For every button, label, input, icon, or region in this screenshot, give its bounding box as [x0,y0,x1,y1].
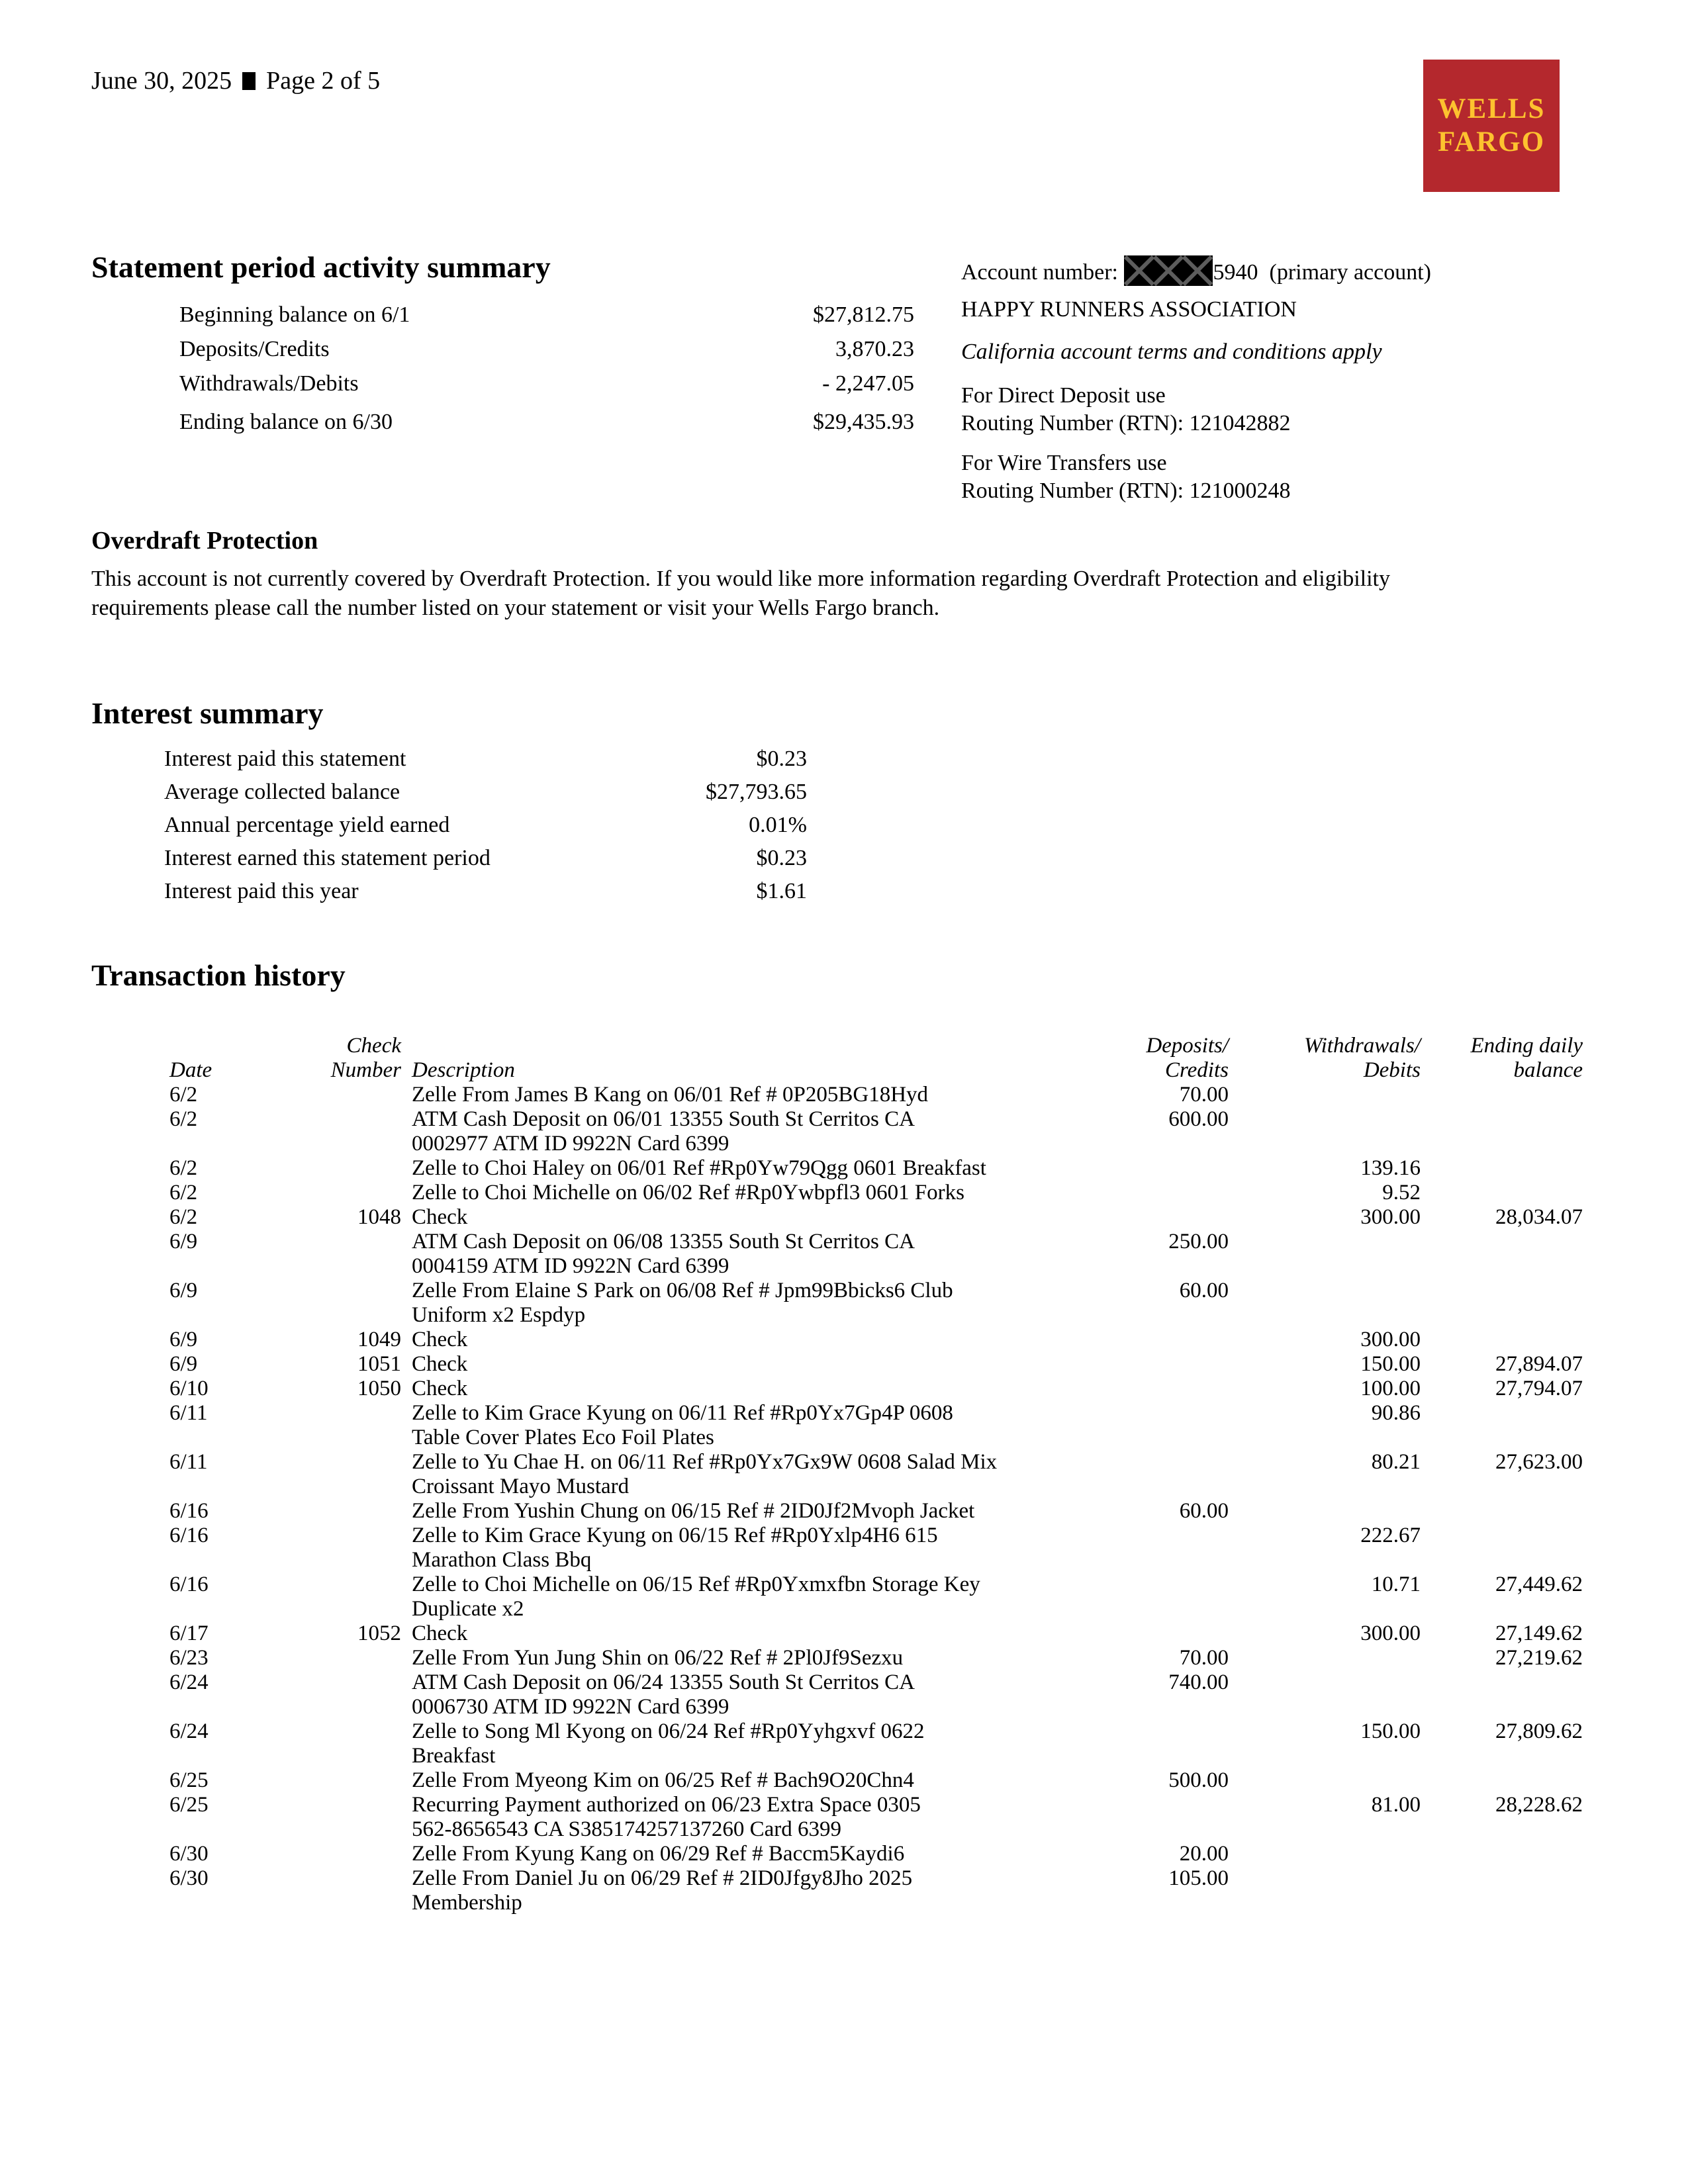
txn-withdrawal [1229,1499,1421,1524]
logo-line-2: FARGO [1437,126,1546,158]
txn-check-number: 1052 [357,1621,401,1645]
txn-date: 6/25 [169,1768,209,1792]
txn-check-number [249,1107,401,1156]
txn-date: 6/10 [169,1377,209,1400]
txn-balance [1421,1768,1583,1793]
txn-description [401,1107,1030,1156]
interest-value: $0.23 [756,747,807,771]
txn-description-line2: 0002977 ATM ID 9922N Card 6399 [412,1132,729,1156]
txn-balance [1421,1670,1583,1719]
txn-description-line2: 562-8656543 CA S385174257137260 Card 6399 [412,1817,842,1841]
table-row [169,1499,1614,1524]
page-indicator: Page 2 of 5 [266,67,381,95]
txn-balance: 27,149.62 [1495,1621,1583,1645]
txn-description-line2: Marathon Class Bbq [412,1548,592,1572]
wire-heading: For Wire Transfers use [961,451,1167,475]
txn-description-line1: Check [412,1377,468,1400]
interest-value: $1.61 [756,879,807,903]
summary-label: Withdrawals/Debits [179,371,359,396]
summary-value: $29,435.93 [813,410,914,434]
txn-balance [1421,1107,1583,1156]
txn-date: 6/2 [169,1181,198,1205]
txn-withdrawal [1229,1670,1421,1719]
interest-value: $27,793.65 [706,780,807,804]
txn-check-number [249,1156,401,1181]
txn-description [401,1279,1030,1328]
txn-deposit: 20.00 [1179,1842,1229,1866]
txn-withdrawal [1229,1646,1421,1670]
txn-deposit [1030,1572,1229,1621]
interest-row [164,842,932,875]
square-separator-icon [242,72,256,90]
txn-description [401,1156,1030,1181]
table-row [169,1328,1614,1352]
txn-withdrawal: 9.52 [1382,1181,1421,1205]
table-row [169,1156,1614,1181]
txn-deposit [1030,1205,1229,1230]
transaction-table-header-row1 [169,1034,1614,1058]
interest-row [164,875,932,908]
interest-row [164,776,932,809]
interest-summary-table [164,743,932,908]
summary-value: $27,812.75 [813,302,914,327]
txn-description-line1: Recurring Payment authorized on 06/23 Extra Space 0305 [412,1793,921,1817]
logo-line-1: WELLS [1437,93,1546,124]
txn-date: 6/30 [169,1842,209,1866]
txn-withdrawal: 90.86 [1371,1401,1421,1425]
txn-check-number [249,1181,401,1205]
txn-balance: 27,623.00 [1495,1450,1583,1474]
statement-date: June 30, 2025 [91,67,232,95]
activity-summary-table [179,298,932,439]
txn-date: 6/2 [169,1083,198,1107]
txn-description [401,1328,1030,1352]
txn-deposit [1030,1793,1229,1842]
summary-value: - 2,247.05 [822,371,914,396]
txn-description-line2: 0004159 ATM ID 9922N Card 6399 [412,1254,729,1278]
account-number-line [961,255,1643,287]
summary-row [179,367,932,401]
txn-description [401,1670,1030,1719]
txn-balance: 27,449.62 [1495,1572,1583,1596]
transaction-history-title: Transaction history [91,958,346,992]
txn-description [401,1377,1030,1401]
txn-check-number [249,1401,401,1450]
txn-withdrawal [1229,1107,1421,1156]
txn-date: 6/16 [169,1572,209,1596]
txn-description [401,1866,1030,1915]
txn-description [401,1524,1030,1572]
txn-description [401,1646,1030,1670]
table-row [169,1524,1614,1572]
txn-withdrawal [1229,1768,1421,1793]
summary-label: Deposits/Credits [179,337,330,361]
header-number: Number [330,1058,401,1082]
interest-label: Interest paid this year [164,879,359,903]
txn-description-line1: Zelle From Elaine S Park on 06/08 Ref # Jpm99Bbicks6 Club [412,1279,953,1302]
table-row [169,1450,1614,1499]
txn-check-number: 1050 [357,1377,401,1400]
txn-description-line1: Zelle to Kim Grace Kyung on 06/15 Ref #Rp0Yxlp4H6 615 [412,1524,938,1547]
txn-balance [1421,1328,1583,1352]
table-row [169,1621,1614,1646]
table-row [169,1083,1614,1107]
table-row [169,1377,1614,1401]
txn-description-line1: Zelle to Kim Grace Kyung on 06/11 Ref #Rp0Yx7Gp4P 0608 [412,1401,953,1425]
overdraft-protection-section [91,526,1438,623]
wire-rtn: Routing Number (RTN): 121000248 [961,478,1291,503]
table-row [169,1401,1614,1450]
txn-description-line2: Breakfast [412,1744,496,1768]
txn-balance [1421,1230,1583,1279]
header-debits: Debits [1363,1058,1421,1082]
page-header [91,66,380,95]
txn-check-number [249,1768,401,1793]
txn-description-line2: 0006730 ATM ID 9922N Card 6399 [412,1695,729,1719]
txn-check-number [249,1279,401,1328]
direct-deposit-info [961,382,1643,437]
txn-check-number [249,1083,401,1107]
interest-row [164,743,932,776]
header-deposits: Deposits/ [1146,1034,1229,1058]
txn-date: 6/9 [169,1328,198,1351]
txn-check-number [249,1719,401,1768]
txn-description-line2: Duplicate x2 [412,1597,524,1621]
txn-check-number [249,1499,401,1524]
txn-description-line1: Check [412,1352,468,1376]
txn-balance: 27,219.62 [1495,1646,1583,1670]
summary-row [179,298,932,332]
txn-description-line1: Check [412,1621,468,1645]
account-terms-note: California account terms and conditions apply [961,340,1382,364]
header-withdrawals: Withdrawals/ [1303,1034,1421,1058]
txn-withdrawal: 300.00 [1360,1621,1421,1645]
txn-balance [1421,1524,1583,1572]
txn-deposit: 250.00 [1168,1230,1229,1253]
txn-description [401,1499,1030,1524]
txn-date: 6/11 [169,1450,208,1474]
txn-balance [1421,1401,1583,1450]
txn-balance [1421,1279,1583,1328]
table-row [169,1279,1614,1328]
txn-deposit [1030,1524,1229,1572]
header-check: Check [346,1034,401,1058]
txn-check-number [249,1646,401,1670]
txn-description [401,1205,1030,1230]
txn-deposit [1030,1401,1229,1450]
transaction-table [169,1034,1614,1915]
overdraft-title: Overdraft Protection [91,527,318,555]
txn-description-line1: ATM Cash Deposit on 06/08 13355 South St Cerritos CA [412,1230,915,1253]
interest-label: Average collected balance [164,780,400,804]
txn-description-line1: Zelle to Choi Michelle on 06/02 Ref #Rp0Ywbpfl3 0601 Forks [412,1181,965,1205]
txn-date: 6/23 [169,1646,209,1670]
txn-description-line1: Zelle to Song Ml Kyong on 06/24 Ref #Rp0Yyhgxvf 0622 [412,1719,925,1743]
table-row [169,1866,1614,1915]
table-row [169,1646,1614,1670]
txn-deposit: 740.00 [1168,1670,1229,1694]
txn-date: 6/9 [169,1230,198,1253]
interest-summary-title: Interest summary [91,696,324,730]
txn-description [401,1083,1030,1107]
txn-deposit [1030,1450,1229,1499]
txn-description [401,1572,1030,1621]
txn-deposit [1030,1621,1229,1646]
txn-description-line2: Membership [412,1891,522,1915]
activity-summary-section [91,250,932,439]
masked-account-number-icon [1124,255,1213,286]
txn-date: 6/16 [169,1499,209,1523]
txn-deposit: 600.00 [1168,1107,1229,1131]
summary-value: 3,870.23 [835,337,914,361]
interest-row [164,809,932,842]
txn-description-line1: Zelle to Choi Michelle on 06/15 Ref #Rp0Yxmxfbn Storage Key [412,1572,980,1596]
header-spacer [401,1034,1030,1058]
txn-balance: 28,034.07 [1495,1205,1583,1229]
txn-withdrawal [1229,1230,1421,1279]
txn-description-line1: Zelle From James B Kang on 06/01 Ref # 0P205BG18Hyd [412,1083,929,1107]
txn-deposit [1030,1377,1229,1401]
txn-withdrawal [1229,1842,1421,1866]
txn-description-line1: Zelle From Yun Jung Shin on 06/22 Ref # 2Pl0Jf9Sezxu [412,1646,904,1670]
txn-balance: 27,794.07 [1495,1377,1583,1400]
txn-description [401,1768,1030,1793]
txn-balance [1421,1499,1583,1524]
txn-withdrawal [1229,1866,1421,1915]
wells-fargo-logo [1423,60,1560,192]
txn-check-number [249,1670,401,1719]
txn-balance: 28,228.62 [1495,1793,1583,1817]
direct-deposit-heading: For Direct Deposit use [961,383,1166,408]
interest-label: Interest paid this statement [164,747,406,771]
txn-deposit [1030,1156,1229,1181]
account-holder-name: HAPPY RUNNERS ASSOCIATION [961,297,1297,322]
txn-description [401,1719,1030,1768]
header-balance: balance [1513,1058,1583,1082]
txn-check-number: 1048 [357,1205,401,1229]
table-row [169,1572,1614,1621]
txn-withdrawal: 10.71 [1371,1572,1421,1596]
txn-description [401,1621,1030,1646]
account-number-note: (primary account) [1269,260,1431,285]
direct-deposit-rtn: Routing Number (RTN): 121042882 [961,411,1291,435]
txn-description-line1: Check [412,1205,468,1229]
txn-description [401,1401,1030,1450]
txn-date: 6/16 [169,1524,209,1547]
txn-check-number [249,1524,401,1572]
header-date: Date [169,1058,212,1082]
txn-deposit [1030,1181,1229,1205]
interest-value: 0.01% [749,813,807,837]
table-row [169,1768,1614,1793]
txn-withdrawal: 150.00 [1360,1352,1421,1376]
wire-transfer-info [961,449,1643,505]
txn-description-line2: Table Cover Plates Eco Foil Plates [412,1426,714,1449]
txn-withdrawal: 222.67 [1360,1524,1421,1547]
interest-label: Interest earned this statement period [164,846,491,870]
txn-check-number: 1049 [357,1328,401,1351]
txn-check-number [249,1572,401,1621]
txn-description-line1: ATM Cash Deposit on 06/24 13355 South St Cerritos CA [412,1670,915,1694]
interest-value: $0.23 [756,846,807,870]
txn-balance [1421,1156,1583,1181]
txn-description [401,1842,1030,1866]
txn-date: 6/24 [169,1719,209,1743]
txn-date: 6/9 [169,1352,198,1376]
table-row [169,1670,1614,1719]
account-number-label: Account number: [961,260,1118,285]
txn-description-line1: Zelle From Kyung Kang on 06/29 Ref # Baccm5Kaydi6 [412,1842,905,1866]
txn-withdrawal [1229,1083,1421,1107]
txn-balance: 27,809.62 [1495,1719,1583,1743]
header-ending-daily: Ending daily [1470,1034,1583,1058]
summary-row [179,405,932,439]
txn-description-line2: Croissant Mayo Mustard [412,1475,630,1498]
txn-date: 6/25 [169,1793,209,1817]
txn-description-line1: Zelle From Myeong Kim on 06/25 Ref # Bach9O20Chn4 [412,1768,914,1792]
interest-label: Annual percentage yield earned [164,813,450,837]
txn-date: 6/11 [169,1401,208,1425]
txn-deposit: 500.00 [1168,1768,1229,1792]
transaction-history-section [91,958,1614,1915]
txn-withdrawal: 150.00 [1360,1719,1421,1743]
txn-balance [1421,1842,1583,1866]
table-row [169,1230,1614,1279]
txn-description-line1: Zelle to Choi Haley on 06/01 Ref #Rp0Yw79Qgg 0601 Breakfast [412,1156,986,1180]
txn-description-line1: Zelle From Daniel Ju on 06/29 Ref # 2ID0Jfgy8Jho 2025 [412,1866,913,1890]
txn-check-number [249,1230,401,1279]
txn-deposit [1030,1352,1229,1377]
txn-check-number [249,1450,401,1499]
txn-deposit: 60.00 [1179,1499,1229,1523]
txn-description [401,1181,1030,1205]
txn-withdrawal: 100.00 [1360,1377,1421,1400]
header-description: Description [412,1058,515,1082]
txn-description-line1: ATM Cash Deposit on 06/01 13355 South St Cerritos CA [412,1107,915,1131]
txn-date: 6/30 [169,1866,209,1890]
txn-check-number [249,1793,401,1842]
header-credits: Credits [1165,1058,1229,1082]
txn-date: 6/2 [169,1156,198,1180]
table-row [169,1793,1614,1842]
txn-date: 6/24 [169,1670,209,1694]
txn-balance: 27,894.07 [1495,1352,1583,1376]
txn-check-number [249,1842,401,1866]
table-row [169,1205,1614,1230]
txn-description [401,1450,1030,1499]
txn-deposit: 60.00 [1179,1279,1229,1302]
txn-withdrawal: 80.21 [1371,1450,1421,1474]
txn-description-line1: Zelle From Yushin Chung on 06/15 Ref # 2ID0Jf2Mvoph Jacket [412,1499,975,1523]
txn-withdrawal: 81.00 [1371,1793,1421,1817]
txn-deposit: 70.00 [1179,1646,1229,1670]
table-row [169,1842,1614,1866]
account-info-section [961,255,1643,505]
txn-balance [1421,1866,1583,1915]
header-spacer [169,1034,249,1058]
txn-date: 6/2 [169,1107,198,1131]
account-number-suffix: 5940 [1213,260,1258,285]
txn-description-line1: Check [412,1328,468,1351]
activity-summary-title: Statement period activity summary [91,250,551,284]
summary-label: Ending balance on 6/30 [179,410,393,434]
txn-description-line2: Uniform x2 Espdyp [412,1303,586,1327]
txn-check-number [249,1866,401,1915]
txn-deposit [1030,1719,1229,1768]
txn-withdrawal: 300.00 [1360,1205,1421,1229]
txn-date: 6/9 [169,1279,198,1302]
txn-description-line1: Zelle to Yu Chae H. on 06/11 Ref #Rp0Yx7Gx9W 0608 Salad Mix [412,1450,998,1474]
txn-balance [1421,1083,1583,1107]
txn-description [401,1352,1030,1377]
txn-description [401,1230,1030,1279]
txn-deposit [1030,1328,1229,1352]
txn-withdrawal [1229,1279,1421,1328]
summary-label: Beginning balance on 6/1 [179,302,410,327]
transaction-rows [169,1083,1614,1915]
txn-date: 6/2 [169,1205,198,1229]
table-row [169,1107,1614,1156]
summary-row [179,332,932,367]
txn-withdrawal: 300.00 [1360,1328,1421,1351]
table-row [169,1352,1614,1377]
txn-description [401,1793,1030,1842]
txn-date: 6/17 [169,1621,209,1645]
interest-summary-section [91,696,932,908]
txn-deposit: 105.00 [1168,1866,1229,1890]
overdraft-body: This account is not currently covered by Overdraft Protection. If you would like more information regarding Overdraft Protection and eligibility requirements please call the number listed on your statement or visit your Wells Fargo branch. [91,567,1390,620]
table-row [169,1181,1614,1205]
transaction-table-header-row2 [169,1058,1614,1083]
txn-check-number: 1051 [357,1352,401,1376]
txn-deposit: 70.00 [1179,1083,1229,1107]
txn-balance [1421,1181,1583,1205]
table-row [169,1719,1614,1768]
txn-withdrawal: 139.16 [1360,1156,1421,1180]
